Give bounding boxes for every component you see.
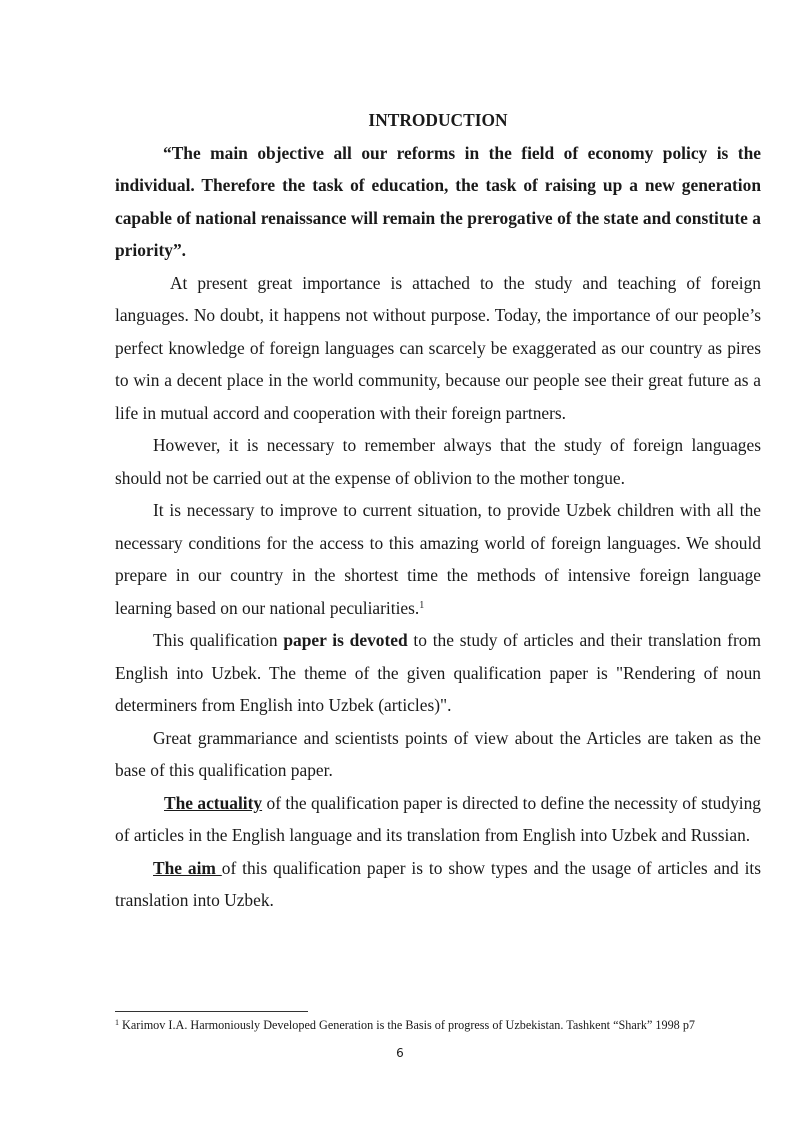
- actuality-text: of the qualification paper is directed to define the necessity of studying of articles in the English language and its translation from English into Uzbek and Russian.: [115, 792, 761, 845]
- paragraph-devoted-after: to the study of articles and their translation from English into Uzbek. The theme of the given qualification paper is "Rendering of noun determiners from English into Uzbek (articles)".: [115, 630, 761, 715]
- paragraph-improve-text: It is necessary to improve to current situation, to provide Uzbek children with all the necessary conditions for the access to this amazing world of foreign languages. We should prepare in our country in the shortest time the methods of intensive foreign language learning based on our national peculiarities.: [115, 500, 761, 618]
- paragraph-mother-tongue: However, it is necessary to remember always that the study of foreign languages should not be carried out at the expense of oblivion to the mother tongue.: [115, 435, 761, 488]
- footnote-marker: 1: [115, 1018, 119, 1027]
- paragraph-grammarians: Great grammariance and scientists points of view about the Articles are taken as the base of this qualification paper.: [115, 727, 761, 780]
- epigraph-quote: “The main objective all our reforms in the field of economy policy is the individual. Therefore the task of education, the task of raising up a new generation capable of national renaissance will remain the prerogative of the state and constitute a priority”.: [115, 142, 761, 260]
- page-heading: INTRODUCTION: [368, 110, 508, 130]
- aim-text: of this qualification paper is to show types and the usage of articles and its translation into Uzbek.: [115, 857, 762, 910]
- footnote-divider: [115, 1011, 308, 1012]
- footnote-text: Karimov I.A. Harmoniously Developed Generation is the Basis of progress of Uzbekistan. Tashkent “Shark” 1998 p7: [119, 1018, 696, 1032]
- footnote-reference: 1: [419, 599, 425, 611]
- footnote: [115, 1017, 775, 1033]
- paragraph-aim: [115, 852, 761, 917]
- paragraph-devoted: [115, 624, 761, 722]
- paragraph-improve: [115, 494, 761, 624]
- actuality-term: The actuality: [164, 792, 263, 813]
- paragraph-importance: At present great importance is attached to the study and teaching of foreign languages. No doubt, it happens not without purpose. Today, the importance of our people’s perfect knowledge of foreign languages can scarcely be exaggerated as our country as pires to win a decent place in the world community, because our people see their great future as a life in mutual accord and cooperation with their foreign partners.: [115, 272, 761, 423]
- page-number: 6: [396, 1046, 404, 1060]
- paragraph-devoted-bold: paper is devoted: [283, 630, 408, 650]
- page-body: [115, 104, 761, 917]
- paragraph-actuality: [115, 787, 761, 852]
- aim-term: The aim: [153, 857, 222, 878]
- paragraph-devoted-before: This qualification: [153, 630, 284, 650]
